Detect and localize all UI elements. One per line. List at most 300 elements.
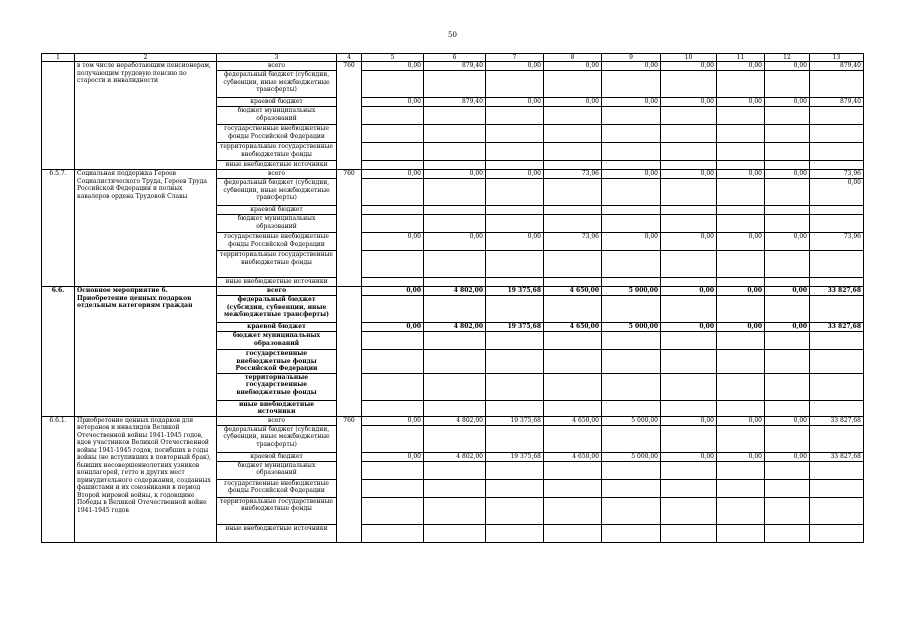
value-cell: 0,00	[602, 98, 661, 107]
value-cell	[810, 251, 864, 278]
value-cell	[544, 350, 602, 374]
value-cell	[810, 524, 864, 542]
value-cell: 33 827,68	[810, 287, 864, 296]
funding-source: государственные внебюджетные фонды Российской Федерации	[217, 350, 337, 374]
value-cell	[424, 350, 486, 374]
funding-source: федеральный бюджет (субсидии, субвенции, иные межбюджетные трансферты)	[217, 296, 337, 323]
value-cell	[661, 161, 717, 170]
value-cell	[424, 479, 486, 497]
value-cell	[810, 350, 864, 374]
value-cell: 0,00	[810, 179, 864, 206]
value-cell: 0,00	[717, 62, 765, 71]
value-cell	[544, 497, 602, 524]
funding-source: иные внебюджетные источники	[217, 524, 337, 542]
value-cell	[765, 251, 810, 278]
value-cell	[544, 71, 602, 98]
value-cell: 4 650,00	[544, 452, 602, 461]
value-cell	[424, 332, 486, 350]
value-cell	[424, 215, 486, 233]
value-cell: 73,96	[810, 233, 864, 251]
value-cell	[486, 332, 544, 350]
value-cell	[486, 251, 544, 278]
value-cell	[717, 524, 765, 542]
value-cell	[810, 206, 864, 215]
value-cell	[810, 332, 864, 350]
value-cell	[424, 161, 486, 170]
value-cell	[486, 107, 544, 125]
value-cell	[765, 278, 810, 287]
value-cell	[810, 479, 864, 497]
value-cell: 0,00	[661, 98, 717, 107]
value-cell	[424, 278, 486, 287]
value-cell: 33 827,68	[810, 452, 864, 461]
value-cell: 0,00	[765, 233, 810, 251]
value-cell: 0,00	[717, 452, 765, 461]
column-header: 13	[810, 54, 864, 62]
value-cell	[362, 524, 424, 542]
value-cell	[810, 373, 864, 400]
value-cell	[544, 125, 602, 143]
column-header: 8	[544, 54, 602, 62]
funding-source: бюджет муниципальных образований	[217, 461, 337, 479]
funding-source: бюджет муниципальных образований	[217, 215, 337, 233]
value-cell: 0,00	[765, 416, 810, 425]
value-cell	[717, 161, 765, 170]
value-cell	[362, 107, 424, 125]
value-cell	[661, 296, 717, 323]
value-cell	[486, 400, 544, 416]
value-cell	[765, 71, 810, 98]
value-cell	[602, 332, 661, 350]
activity-name: Основное мероприятие 6. Приобретение ценных подарков отдельным категориям граждан	[75, 287, 217, 417]
value-cell	[717, 461, 765, 479]
value-cell: 0,00	[424, 170, 486, 179]
value-cell: 0,00	[486, 170, 544, 179]
value-cell	[765, 179, 810, 206]
value-cell: 33 827,68	[810, 416, 864, 425]
page-number: 50	[448, 31, 457, 39]
funding-source: всего	[217, 287, 337, 296]
value-cell	[810, 497, 864, 524]
value-cell: 0,00	[486, 62, 544, 71]
value-cell: 0,00	[602, 233, 661, 251]
value-cell	[486, 479, 544, 497]
value-cell	[765, 461, 810, 479]
value-cell	[424, 179, 486, 206]
value-cell: 4 802,00	[424, 287, 486, 296]
funding-source: территориальные государственные внебюджетные фонды	[217, 497, 337, 524]
value-cell: 0,00	[765, 323, 810, 332]
budget-table	[41, 53, 864, 543]
funding-source: государственные внебюджетные фонды Российской Федерации	[217, 479, 337, 497]
value-cell	[602, 278, 661, 287]
funding-source: государственные внебюджетные фонды Российской Федерации	[217, 233, 337, 251]
value-cell: 0,00	[661, 287, 717, 296]
funding-source: территориальные государственные внебюджетные фонды	[217, 143, 337, 161]
value-cell: 0,00	[765, 452, 810, 461]
value-cell: 0,00	[602, 170, 661, 179]
funding-source: территориальные государственные внебюджетные фонды	[217, 373, 337, 400]
value-cell: 0,00	[765, 62, 810, 71]
value-cell	[602, 125, 661, 143]
row-number	[42, 62, 75, 170]
value-cell	[661, 425, 717, 452]
value-cell	[765, 332, 810, 350]
value-cell: 0,00	[424, 233, 486, 251]
value-cell	[544, 332, 602, 350]
value-cell	[424, 425, 486, 452]
value-cell	[717, 296, 765, 323]
value-cell	[661, 332, 717, 350]
value-cell: 879,40	[810, 62, 864, 71]
value-cell	[717, 251, 765, 278]
column-header: 12	[765, 54, 810, 62]
value-cell	[544, 524, 602, 542]
value-cell: 19 375,68	[486, 416, 544, 425]
value-cell	[717, 497, 765, 524]
value-cell	[362, 143, 424, 161]
value-cell	[544, 251, 602, 278]
funding-source: иные внебюджетные источники	[217, 278, 337, 287]
value-cell	[717, 107, 765, 125]
value-cell	[424, 71, 486, 98]
value-cell	[661, 71, 717, 98]
value-cell	[362, 461, 424, 479]
column-header: 11	[717, 54, 765, 62]
value-cell	[486, 524, 544, 542]
value-cell: 0,00	[486, 98, 544, 107]
value-cell: 0,00	[661, 452, 717, 461]
value-cell	[765, 143, 810, 161]
value-cell	[544, 461, 602, 479]
value-cell: 33 827,68	[810, 323, 864, 332]
value-cell	[661, 350, 717, 374]
value-cell	[602, 373, 661, 400]
value-cell	[661, 524, 717, 542]
value-cell: 0,00	[661, 323, 717, 332]
value-cell	[765, 125, 810, 143]
value-cell: 0,00	[661, 233, 717, 251]
value-cell: 5 000,00	[602, 416, 661, 425]
funding-source: краевой бюджет	[217, 452, 337, 461]
value-cell	[362, 215, 424, 233]
funding-source: краевой бюджет	[217, 206, 337, 215]
value-cell	[810, 215, 864, 233]
value-cell	[486, 143, 544, 161]
value-cell: 0,00	[661, 62, 717, 71]
value-cell	[362, 479, 424, 497]
funding-source: всего	[217, 62, 337, 71]
value-cell	[765, 497, 810, 524]
funding-source: бюджет муниципальных образований	[217, 332, 337, 350]
value-cell	[602, 107, 661, 125]
table-row	[42, 416, 864, 425]
activity-name: Социальная поддержка Героев Социалистического Труда, Героев Труда Российской Федерации и полных кавалеров ордена Трудовой Славы	[75, 170, 217, 287]
value-cell	[661, 143, 717, 161]
value-cell: 0,00	[717, 233, 765, 251]
value-cell	[362, 400, 424, 416]
value-cell	[544, 179, 602, 206]
funding-source: федеральный бюджет (субсидии, субвенции, иные межбюджетные трансферты)	[217, 71, 337, 98]
value-cell	[661, 215, 717, 233]
value-cell	[602, 400, 661, 416]
value-cell	[717, 332, 765, 350]
value-cell: 5 000,00	[602, 452, 661, 461]
budget-code: 760	[337, 62, 362, 170]
value-cell	[602, 296, 661, 323]
value-cell	[486, 373, 544, 400]
value-cell: 19 375,68	[486, 323, 544, 332]
value-cell	[717, 125, 765, 143]
activity-name: Приобретение ценных подарков для ветеранов и инвалидов Великой Отечественной войны 1941-1945 годов, вдов участников Великой Отечественной войны 1941-1945 годов, погибших в годы войны (не вступивших в повторный брак), бывших несовершеннолетних узников концлагерей, гетто и других мест принудительного содержания, созданных фашистами и их союзниками в период Второй мировой войны, к годовщине Победы в Великой Отечественной войне 1941-1945 годов	[75, 416, 217, 542]
value-cell	[424, 373, 486, 400]
funding-source: всего	[217, 416, 337, 425]
value-cell: 0,00	[362, 323, 424, 332]
value-cell	[810, 161, 864, 170]
value-cell	[810, 425, 864, 452]
value-cell	[602, 461, 661, 479]
value-cell	[424, 125, 486, 143]
value-cell	[765, 296, 810, 323]
value-cell	[544, 215, 602, 233]
value-cell	[661, 497, 717, 524]
value-cell	[362, 71, 424, 98]
value-cell: 73,96	[544, 233, 602, 251]
column-header: 2	[75, 54, 217, 62]
value-cell	[810, 71, 864, 98]
row-number: 6.5.7.	[42, 170, 75, 287]
value-cell	[424, 461, 486, 479]
value-cell	[486, 161, 544, 170]
column-header: 9	[602, 54, 661, 62]
column-header: 7	[486, 54, 544, 62]
value-cell: 0,00	[362, 287, 424, 296]
value-cell: 0,00	[486, 233, 544, 251]
funding-source: краевой бюджет	[217, 323, 337, 332]
value-cell	[486, 215, 544, 233]
value-cell	[544, 425, 602, 452]
column-header: 1	[42, 54, 75, 62]
value-cell	[486, 179, 544, 206]
value-cell	[486, 206, 544, 215]
value-cell	[602, 251, 661, 278]
value-cell	[424, 296, 486, 323]
value-cell	[765, 373, 810, 400]
value-cell: 0,00	[544, 62, 602, 71]
value-cell	[765, 425, 810, 452]
value-cell	[544, 206, 602, 215]
row-number: 6.6.1.	[42, 416, 75, 542]
value-cell	[717, 143, 765, 161]
value-cell: 5 000,00	[602, 323, 661, 332]
value-cell	[544, 143, 602, 161]
value-cell	[810, 125, 864, 143]
value-cell: 0,00	[765, 287, 810, 296]
value-cell	[544, 400, 602, 416]
value-cell	[765, 107, 810, 125]
column-header: 10	[661, 54, 717, 62]
value-cell: 4 650,00	[544, 416, 602, 425]
table-row	[42, 287, 864, 296]
value-cell	[486, 125, 544, 143]
value-cell	[486, 296, 544, 323]
funding-source: территориальные государственные внебюджетные фонды	[217, 251, 337, 278]
column-header: 4	[337, 54, 362, 62]
value-cell	[765, 206, 810, 215]
value-cell	[661, 179, 717, 206]
value-cell: 73,96	[810, 170, 864, 179]
value-cell	[424, 143, 486, 161]
value-cell	[602, 71, 661, 98]
budget-code: 760	[337, 170, 362, 287]
value-cell	[362, 161, 424, 170]
column-header: 6	[424, 54, 486, 62]
value-cell	[717, 215, 765, 233]
value-cell: 0,00	[717, 416, 765, 425]
value-cell: 0,00	[717, 98, 765, 107]
value-cell	[661, 479, 717, 497]
value-cell	[486, 71, 544, 98]
value-cell	[362, 350, 424, 374]
value-cell	[362, 179, 424, 206]
value-cell: 0,00	[661, 416, 717, 425]
value-cell	[602, 206, 661, 215]
value-cell: 19 375,68	[486, 287, 544, 296]
budget-code	[337, 287, 362, 417]
value-cell	[765, 524, 810, 542]
value-cell: 0,00	[717, 287, 765, 296]
value-cell: 5 000,00	[602, 287, 661, 296]
value-cell	[602, 215, 661, 233]
value-cell	[602, 524, 661, 542]
value-cell	[661, 373, 717, 400]
value-cell	[544, 107, 602, 125]
value-cell: 879,40	[424, 98, 486, 107]
value-cell	[661, 461, 717, 479]
value-cell: 4 802,00	[424, 452, 486, 461]
value-cell	[810, 400, 864, 416]
value-cell	[544, 373, 602, 400]
value-cell: 0,00	[765, 98, 810, 107]
value-cell	[424, 497, 486, 524]
value-cell: 0,00	[362, 233, 424, 251]
value-cell	[717, 425, 765, 452]
value-cell	[544, 479, 602, 497]
value-cell	[765, 215, 810, 233]
value-cell: 0,00	[717, 323, 765, 332]
value-cell	[810, 143, 864, 161]
value-cell	[661, 400, 717, 416]
value-cell	[810, 107, 864, 125]
value-cell	[424, 107, 486, 125]
value-cell	[717, 71, 765, 98]
value-cell	[486, 497, 544, 524]
value-cell	[717, 373, 765, 400]
value-cell	[424, 400, 486, 416]
value-cell	[362, 206, 424, 215]
value-cell	[424, 251, 486, 278]
value-cell	[544, 296, 602, 323]
value-cell	[486, 350, 544, 374]
value-cell	[810, 461, 864, 479]
value-cell	[765, 350, 810, 374]
value-cell	[486, 461, 544, 479]
value-cell: 4 802,00	[424, 416, 486, 425]
value-cell	[362, 251, 424, 278]
funding-source: федеральный бюджет (субсидии, субвенции, иные межбюджетные трансферты)	[217, 179, 337, 206]
value-cell	[717, 278, 765, 287]
funding-source: федеральный бюджет (субсидии, субвенции, иные межбюджетные трансферты)	[217, 425, 337, 452]
value-cell	[717, 350, 765, 374]
table-row	[42, 170, 864, 179]
value-cell	[424, 206, 486, 215]
value-cell	[362, 296, 424, 323]
value-cell	[486, 278, 544, 287]
column-header-row	[42, 54, 864, 62]
value-cell	[661, 251, 717, 278]
value-cell	[362, 497, 424, 524]
value-cell	[810, 278, 864, 287]
funding-source: краевой бюджет	[217, 98, 337, 107]
column-header: 5	[362, 54, 424, 62]
value-cell	[765, 161, 810, 170]
value-cell	[661, 206, 717, 215]
value-cell	[424, 524, 486, 542]
value-cell: 0,00	[717, 170, 765, 179]
value-cell	[544, 278, 602, 287]
value-cell: 0,00	[362, 62, 424, 71]
value-cell	[602, 350, 661, 374]
funding-source: иные внебюджетные источники	[217, 400, 337, 416]
value-cell: 0,00	[544, 98, 602, 107]
value-cell: 4 650,00	[544, 323, 602, 332]
value-cell: 0,00	[602, 62, 661, 71]
value-cell: 73,96	[544, 170, 602, 179]
funding-source: государственные внебюджетные фонды Российской Федерации	[217, 125, 337, 143]
value-cell: 4 650,00	[544, 287, 602, 296]
value-cell	[362, 425, 424, 452]
row-number: 6.6.	[42, 287, 75, 417]
activity-name: в том числе неработающим пенсионерам, получающим трудовую пенсию по старости и инвалидности	[75, 62, 217, 170]
value-cell	[602, 143, 661, 161]
value-cell: 879,40	[424, 62, 486, 71]
value-cell: 0,00	[765, 170, 810, 179]
value-cell: 0,00	[362, 98, 424, 107]
value-cell	[602, 479, 661, 497]
funding-source: иные внебюджетные источники	[217, 161, 337, 170]
value-cell	[544, 161, 602, 170]
value-cell	[362, 125, 424, 143]
value-cell	[765, 479, 810, 497]
value-cell	[661, 125, 717, 143]
value-cell	[486, 425, 544, 452]
value-cell	[717, 179, 765, 206]
value-cell	[362, 373, 424, 400]
funding-source: бюджет муниципальных образований	[217, 107, 337, 125]
value-cell	[765, 400, 810, 416]
column-header: 3	[217, 54, 337, 62]
table-row	[42, 62, 864, 71]
value-cell	[602, 425, 661, 452]
value-cell	[602, 497, 661, 524]
value-cell	[717, 479, 765, 497]
value-cell: 0,00	[661, 170, 717, 179]
value-cell: 0,00	[362, 170, 424, 179]
value-cell: 0,00	[362, 416, 424, 425]
value-cell: 0,00	[362, 452, 424, 461]
value-cell	[810, 296, 864, 323]
value-cell	[717, 400, 765, 416]
